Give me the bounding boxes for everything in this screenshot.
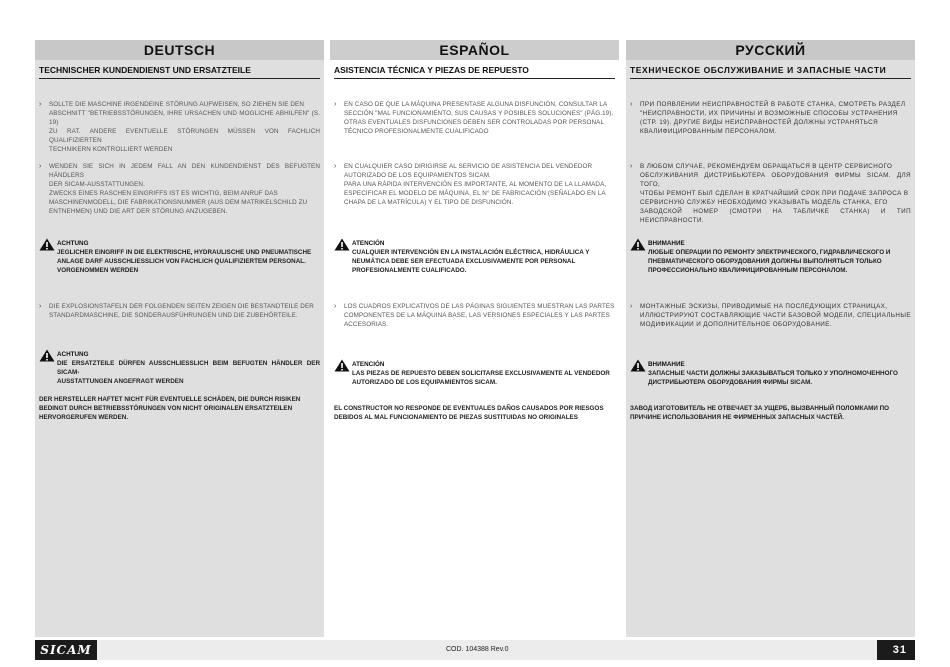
paragraph-troubleshooting: › EN CASO DE QUE LA MÁQUINA PRESENTASE ALGUNA DISFUNCIÓN, CONSULTAR LA SECCIÓN "MAL FUNCIONAMIENTO, SUS CAUSAS Y POSIBLES SOLUCIONES" (PÁG.19). OTRAS EVENTUALES DISFUNCIONES DEBEN SER CONTROLADAS POR PERSONAL TÉCNICO PROFESIONALMENTE CUALIFICADO xyxy=(334,101,614,135)
chevron-right-icon: › xyxy=(630,163,633,170)
paragraph-exploded-views: › DIE EXPLOSIONSTAFELN DER FOLGENDEN SEITEN ZEIGEN DIE BESTANDTEILE DER STANDARDMASCHINE, DIE SONDERAUSFÜHRUNGEN UND DIE ZUBEHÖRTEILE. xyxy=(39,303,314,319)
chevron-right-icon: › xyxy=(334,101,337,108)
paragraph-troubleshooting: › SOLLTE DIE MASCHINE IRGENDEINE STÖRUNG AUFWEISEN, SO ZIEHEN SIE DEN ABSCHNITT "BETRIEBSSTÖRUNGEN, IHRE URSACHEN UND MOGLICHE ABHILFEN" (S. 19) ZU RAT. ANDERE EVENTUELLE STÖRUNGEN MÜSSEN VON FACHLICH QUALIFIZIERTEN TECHNIKERN KONTROLLIERT WERDEN xyxy=(39,101,320,153)
warning-triangle-icon xyxy=(630,359,646,372)
warning-triangle-icon xyxy=(334,359,350,372)
sicam-logo: SICAM xyxy=(40,643,92,657)
warning-title: ACHTUNG xyxy=(57,240,89,247)
warning-title: ACHTUNG xyxy=(57,351,89,358)
column-espanol xyxy=(330,40,619,637)
warning-block-1: ACHTUNG JEGLICHER EINGRIFF IN DIE ELEKTRISCHE, HYDRAULISCHE UND PNEUMATISCHE ANLAGE DARF AUSSCHLIESSLICH VON FACHLICH QUALIFIZIERTEM PERSONAL. VORGENOMMEN WERDEN xyxy=(39,239,320,275)
warning-block-2: ACHTUNG DIE ERSATZTEILE DÜRFEN AUSSCHLIESSLICH BEIM BEFUGTEN HÄNDLER DER SICAM- AUSSTATTUNGEN ANGEFRAGT WERDEN xyxy=(39,350,320,386)
section-subtitle: TECHNISCHER KUNDENDIENST UND ERSATZTEILE xyxy=(39,65,320,79)
paragraph-service-contact: › WENDEN SIE SICH IN JEDEM FALL AN DEN KUNDENDIENST DES BEFUGTEN HÄNDLERS DER SICAM-AUSSTATTUNGEN. ZWECKS EINES RASCHEN EINGRIFFS IST ES WICHTIG, BEIM ANRUF DAS MASCHINENMODELL, DIE FABRIKATIONSNUMMER (AUS DEM MATRIKELSCHILD ZU ENTNEHMEN) UND DIE ART DER STÖRUNG ANZUGEBEN. xyxy=(39,163,320,215)
column-russian xyxy=(626,40,915,637)
chevron-right-icon: › xyxy=(630,101,633,108)
warning-title: ATENCIÓN xyxy=(352,361,385,368)
column-deutsch xyxy=(35,40,324,637)
chevron-right-icon: › xyxy=(630,303,633,310)
warning-title: ATENCIÓN xyxy=(352,240,385,247)
column-title: DEUTSCH xyxy=(35,40,324,60)
page-footer xyxy=(35,640,915,660)
paragraph-service-contact: › В ЛЮБОМ СЛУЧАЕ, РЕКОМЕНДУЕМ ОБРАЩАТЬСЯ В ЦЕНТР СЕРВИСНОГО ОБСЛУЖИВАНИЯ ДИСТРИБЬЮТЕРА ОБОРУДОВАНИЯ ФИРМЫ SICAM. ДЛЯ ТОГО, ЧТОБЫ РЕМОНТ БЫЛ СДЕЛАН В КРАТЧАЙШИЙ СРОК ПРИ ПОДАЧЕ ЗАПРОСА В СЕРВИСНУЮ СЛУЖБУ НЕОБХОДИМО УКАЗЫВАТЬ МОДЕЛЬ СТАНКА, ЕГО ЗАВОДСКОЙ НОМЕР (СМОТРИ НА ТАБЛИЧКЕ СТАНКА) И ТИП НЕИСПРАВНОСТИ. xyxy=(630,163,911,224)
chevron-right-icon: › xyxy=(334,303,337,310)
section-subtitle: ТЕХНИЧЕСКОЕ ОБСЛУЖИВАНИЕ И ЗАПАСНЫЕ ЧАСТИ xyxy=(630,65,911,79)
warning-triangle-icon xyxy=(39,349,55,362)
liability-disclaimer: ЗАВОД ИЗГОТОВИТЕЛЬ НЕ ОТВЕЧАЕТ ЗА УЩЕРБ, ВЫЗВАННЫЙ ПОЛОМКАМИ ПО ПРИЧИНЕ ИСПОЛЬЗОВАНИЯ НЕ ФИРМЕННЫХ ЗАПАСНЫХ ЧАСТЕЙ. xyxy=(630,405,890,421)
paragraph-service-contact: › EN CUALQUIER CASO DIRIGIRSE AL SERVICIO DE ASISTENCIA DEL VENDEDOR AUTORIZADO DE LOS EQUIPAMIENTOS SICAM. PARA UNA RÁPIDA INTERVENCIÓN ES IMPORTANTE, AL MOMENTO DE LA LLAMADA, ESPECIFICAR EL MODELO DE MÁQUINA, EL N° DE FABRICACIÓN (SEÑALADO EN LA CHAPA DE LA MATRÍCULA) Y EL TIPO DE DISFUNCIÓN. xyxy=(334,163,607,206)
chevron-right-icon: › xyxy=(39,303,42,310)
document-code: COD. 104388 Rev.0 xyxy=(446,646,509,653)
warning-block-2: ATENCIÓN LAS PIEZAS DE REPUESTO DEBEN SOLICITARSE EXCLUSIVAMENTE AL VENDEDOR AUTORIZADO DE LOS EQUIPAMIENTOS SICAM. xyxy=(334,360,615,387)
section-subtitle: ASISTENCIA TÉCNICA Y PIEZAS DE REPUESTO xyxy=(334,65,615,79)
chevron-right-icon: › xyxy=(39,163,42,170)
warning-title: ВНИМАНИЕ xyxy=(648,240,685,247)
chevron-right-icon: › xyxy=(39,101,42,108)
warning-triangle-icon xyxy=(630,238,646,251)
paragraph-exploded-views: › LOS CUADROS EXPLICATIVOS DE LAS PÁGINAS SIGUIENTES MUESTRAN LAS PARTES COMPONENTES DE LA MÁQUINA BASE, LAS VERSIONES ESPECIALES Y LAS PARTES ACCESORIAS. xyxy=(334,303,615,328)
chevron-right-icon: › xyxy=(334,163,337,170)
warning-block-2: ВНИМАНИЕ ЗАПАСНЫЕ ЧАСТИ ДОЛЖНЫ ЗАКАЗЫВАТЬСЯ ТОЛЬКО У УПОЛНОМОЧЕННОГО ДИСТРИБЬЮТЕРА ОБОРУДОВАНИЯ ФИРМЫ SICAM. xyxy=(630,360,911,387)
paragraph-troubleshooting: › ПРИ ПОЯВЛЕНИИ НЕИСПРАВНОСТЕЙ В РАБОТЕ СТАНКА, СМОТРЕТЬ РАЗДЕЛ "НЕИСПРАВНОСТИ, ИХ ПРИЧИНЫ И ВОЗМОЖНЫЕ СПОСОБЫ УСТРАНЕНИЯ (СТР. 19). ДРУГИЕ ВИДЫ НЕИСПРАВНОСТЕЙ ДОЛЖНЫ УСТРАНЯТЬСЯ КВАЛИФИЦИРОВАННЫМ ПЕРСОНАЛОМ. xyxy=(630,101,906,135)
page-number: 31 xyxy=(892,644,907,656)
column-title: ESPAÑOL xyxy=(330,40,619,60)
column-title: РУССКИЙ xyxy=(626,40,915,60)
paragraph-exploded-views: › МОНТАЖНЫЕ ЭСКИЗЫ, ПРИВОДИМЫЕ НА ПОСЛЕДУЮЩИХ СТРАНИЦАХ, ИЛЛЮСТРИРУЮТ СОСТАВЛЯЮЩИЕ ЧАСТИ БАЗОВОЙ МОДЕЛИ, СПЕЦИАЛЬНЫЕ МОДИФИКАЦИИ И ДОПОЛНИТЕЛЬНОЕ ОБОРУДОВАНИЕ. xyxy=(630,303,911,328)
liability-disclaimer: EL CONSTRUCTOR NO RESPONDE DE EVENTUALES DAÑOS CAUSADOS POR RIESGOS DEBIDOS AL MAL FUNCIONAMIENTO DE PIEZAS SUSTITUIDAS NO ORIGINALES xyxy=(334,405,604,421)
warning-triangle-icon xyxy=(334,238,350,251)
warning-block-1: ATENCIÓN CUALQUIER INTERVENCIÓN EN LA INSTALACIÓN ELÉCTRICA, HIDRÁULICA Y NEUMÁTICA DEBE SER EFECTUADA EXCLUSIVAMENTE POR PERSONAL PROFESIONALMENTE CUALIFICADO. xyxy=(334,239,615,275)
warning-block-1: ВНИМАНИЕ ЛЮБЫЕ ОПЕРАЦИИ ПО РЕМОНТУ ЭЛЕКТРИЧЕСКОГО, ГИДРАВЛИЧЕСКОГО И ПНЕВМАТИЧЕСКОГО ОБОРУДОВАНИЯ ДОЛЖНЫ ВЫПОЛНЯТЬСЯ ТОЛЬКО ПРОФЕССИОНАЛЬНО КВАЛИФИЦИРОВАННЫМ ПЕРСОНАЛОМ. xyxy=(630,239,911,275)
warning-title: ВНИМАНИЕ xyxy=(648,361,685,368)
warning-triangle-icon xyxy=(39,238,55,251)
liability-disclaimer: DER HERSTELLER HAFTET NICHT FÜR EVENTUELLE SCHÄDEN, DIE DURCH RISIKEN BEDINGT DURCH BETRIEBSSTÖRUNGEN VON NICHT ORIGINALEN ERSATZTEILEN HERVORGERUFEN WERDEN. xyxy=(39,396,301,421)
